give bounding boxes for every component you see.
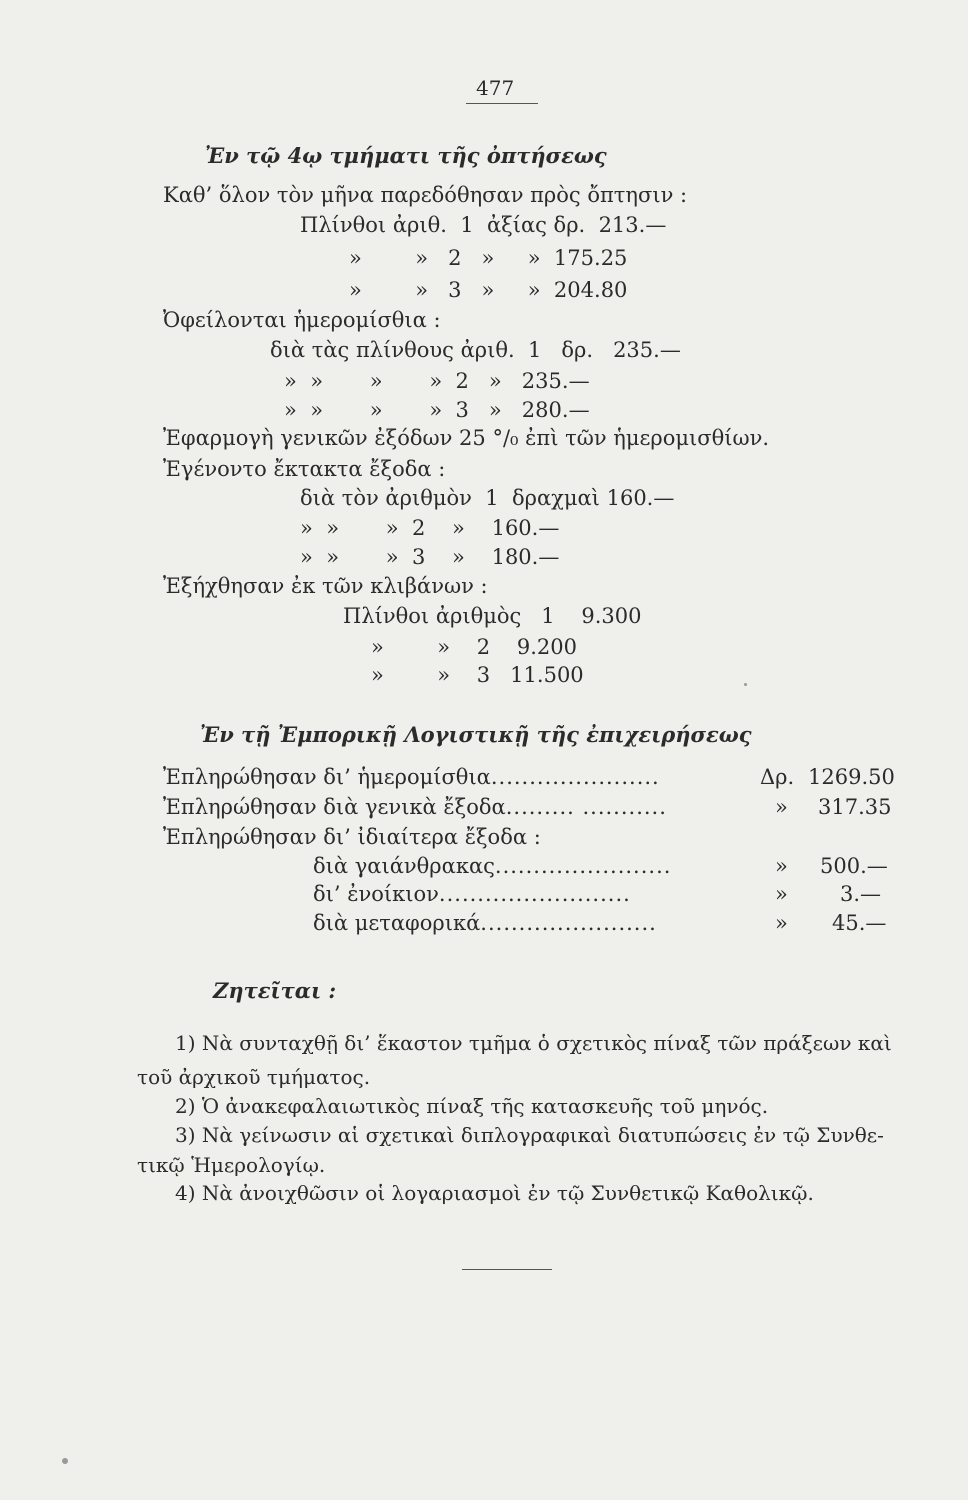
task-line: 1) Νὰ συνταχθῇ δι’ ἕκαστον τμῆμα ὁ σχετικὸς πίναξ τῶν πράξεων καὶ — [175, 1031, 892, 1055]
bricks-value-row: » » 3 » » 204.80 — [349, 278, 628, 302]
wages-row: διὰ τὰς πλίνθους ἀριθ. 1 δρ. 235.— — [270, 338, 681, 362]
kiln-output-title: Ἐξήχθησαν ἐκ τῶν κλιβάνων : — [163, 574, 488, 598]
accounting-label: Ἐπληρώθησαν διὰ γενικὰ ἔξοδα — [163, 795, 506, 819]
special-expense-label: δι’ ἐνοίκιον — [313, 882, 439, 906]
wages-row: » » » » 3 » 280.— — [284, 398, 590, 422]
currency-mark: » — [775, 882, 788, 906]
amount: 317.35 — [818, 795, 892, 819]
leader-dots: ....................... — [480, 911, 657, 935]
leader-dots: ......................... — [438, 882, 631, 906]
special-expenses-title: Ἐπληρώθησαν δι’ ἰδιαίτερα ἔξοδα : — [163, 825, 541, 849]
section3-heading: Ζητεῖται : — [213, 978, 337, 1003]
currency-mark: » — [775, 795, 788, 819]
special-expense-label: διὰ γαιάνθρακας — [313, 854, 495, 878]
kiln-output-row: » » 3 11.500 — [371, 663, 584, 687]
accounting-label: Ἐπληρώθησαν δι’ ἡμερομίσθια — [163, 765, 491, 789]
extra-expenses-title: Ἐγένοντο ἔκτακτα ἔξοδα : — [163, 457, 446, 481]
overhead-line: Ἐφαρμογὴ γενικῶν ἐξόδων 25 °/₀ ἐπὶ τῶν ἡμερομισθίων. — [163, 426, 770, 450]
bricks-value-row: Πλίνθοι ἀριθ. 1 ἀξίας δρ. 213.— — [300, 213, 667, 237]
currency-mark: Δρ. — [760, 765, 795, 789]
special-expense-label: διὰ μεταφορικά — [313, 911, 481, 935]
scan-speck — [744, 683, 747, 686]
amount: 500.— — [820, 854, 888, 878]
page-number: 477 — [476, 76, 515, 100]
extra-expenses-row: διὰ τὸν ἀριθμὸν 1 δραχμαὶ 160.— — [300, 486, 675, 510]
accounting-row — [163, 764, 660, 790]
special-expense-row — [313, 853, 671, 879]
wages-row: » » » » 2 » 235.— — [284, 369, 590, 393]
wages-title: Ὀφείλονται ἡμερομίσθια : — [163, 308, 441, 332]
section2-heading: Ἐν τῇ Ἐμπορικῇ Λογιστικῇ τῆς ἐπιχειρήσεως — [200, 722, 752, 747]
scan-speck — [62, 1458, 68, 1464]
extra-expenses-row: » » » 3 » 180.— — [300, 545, 560, 569]
kiln-output-row: Πλίνθοι ἀριθμὸς 1 9.300 — [343, 604, 642, 628]
task-line: 2) Ὁ ἀνακεφαλαιωτικὸς πίναξ τῆς κατασκευῆς τοῦ μηνός. — [175, 1094, 769, 1118]
leader-dots: ....................... — [494, 854, 672, 878]
currency-mark: » — [775, 911, 788, 935]
bricks-value-row: » » 2 » » 175.25 — [349, 246, 628, 270]
task-line: τοῦ ἀρχικοῦ τμήματος. — [137, 1065, 371, 1089]
special-expense-row — [313, 881, 631, 907]
end-rule — [462, 1269, 552, 1270]
amount: 45.— — [832, 911, 887, 935]
currency-mark: » — [775, 854, 788, 878]
task-line: 4) Νὰ ἀνοιχθῶσιν οἱ λογαριασμοὶ ἐν τῷ Συνθετικῷ Καθολικῷ. — [175, 1181, 814, 1205]
special-expense-row — [313, 910, 657, 936]
kiln-output-row: » » 2 9.200 — [371, 635, 577, 659]
leader-dots: ...................... — [490, 765, 660, 789]
task-line: τικῷ Ἡμερολογίῳ. — [137, 1153, 326, 1177]
leader-dots: ......... ........... — [505, 795, 667, 819]
page-number-rule — [466, 103, 538, 104]
task-line: 3) Νὰ γείνωσιν αἱ σχετικαὶ διπλογραφικαὶ διατυπώσεις ἐν τῷ Συνθε- — [175, 1123, 884, 1147]
section1-intro: Καθ’ ὅλον τὸν μῆνα παρεδόθησαν πρὸς ὄπτησιν : — [163, 183, 688, 207]
accounting-row — [163, 794, 667, 820]
amount: 1269.50 — [808, 765, 895, 789]
amount: 3.— — [840, 882, 882, 906]
section1-heading: Ἐν τῷ 4ῳ τμήματι τῆς ὀπτήσεως — [205, 143, 607, 168]
extra-expenses-row: » » » 2 » 160.— — [300, 516, 560, 540]
